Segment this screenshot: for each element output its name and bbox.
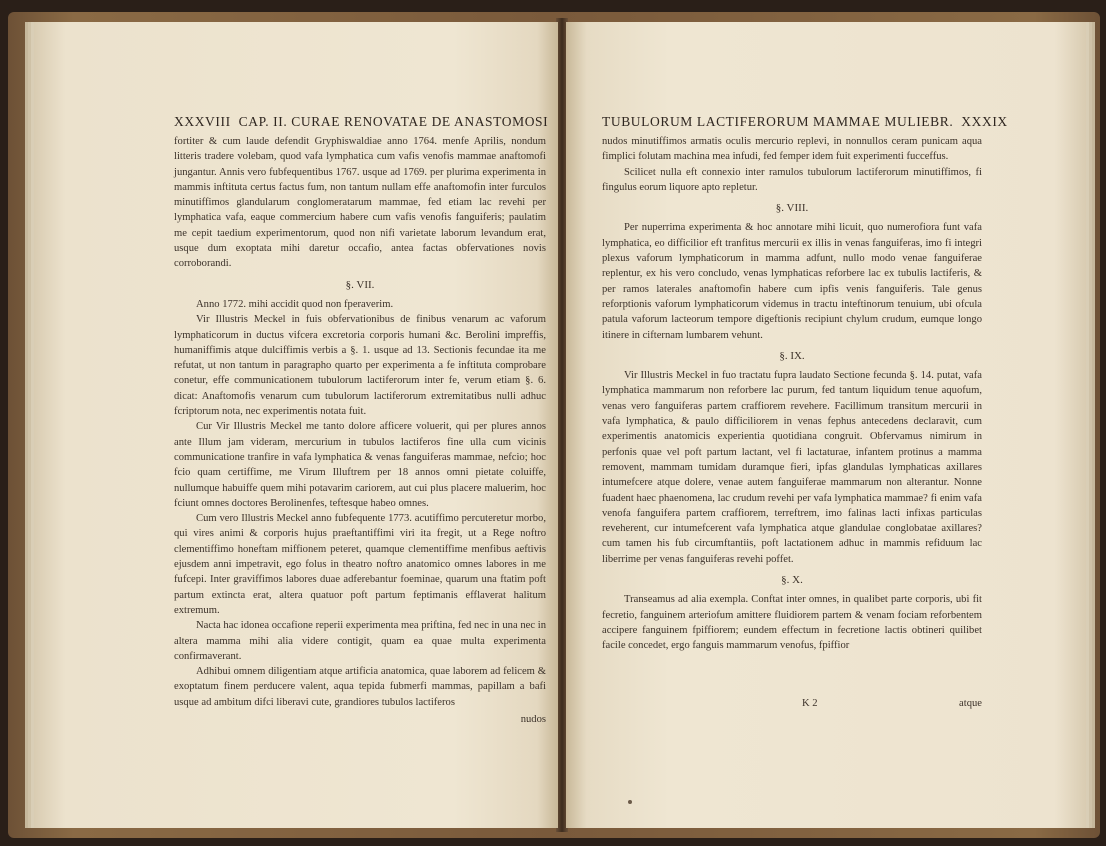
right-page-number: XXXIX [961,114,1008,129]
left-page-number: XXXVIII [174,114,231,129]
right-catchword: atque [959,698,982,709]
right-header-title: TUBULORUM LACTIFERORUM MAMMAE MULIEBR. [602,114,954,129]
right-paragraph-viii-1: Per nuperrima experimenta & hoc annotare mihi licuit, quo numerofiora funt vafa lymphatica, eo difficilior eft tranfitus mercurii ex illis in venas fanguiferas, imo fi integri plexus vaforum lymphaticorum in mamma adfunt, nullo modo venae fanguiferae replentur, ex his vero concludo, venas lymphaticas reforbere lac ex tubulis lactiferis, & per ramos laterales anaftomofin habere cum ipfis venis fanguiferis. Tale genus reforptionis vaforum lymphaticorum videmus in tractu inteftinorum tenuium, ubi ofcula patula vaforum lacteorum tempore digeftionis recipiunt chylum crudum, eumque longo itinere in cifternam lumbarem vehunt. [602,222,982,341]
right-paragraph-x-1: Transeamus ad alia exempla. Conftat inter omnes, in qualibet parte corporis, ubi fit fecretio, fanguinem arteriofum amittere fluidiorem partem & venam fociam reforbentem accipere fanguinem fpiffiorem; eundem effectum in fecretione lactis obtineri quilibet facile concedet, ergo fanguis mammarum venofus, fpiffior [602,594,982,652]
left-paragraph-vii-3: Cur Vir Illustris Meckel me tanto dolore afficere voluerit, qui per plures annos ante Illum jam videram, mercurium in tubulos lactiferos fine ulla cum vicinis communicatione tranfire in vafa lymphatica & venas fanguiferas mammae, nefcio; hoc fcio quam certiffime, me Virum Illuftrem per 18 annos omni pietate coluiffe, nullumque habuiffe quem mihi potavarim cariorem, aut cui plus placere maluerim, hoc fciunt omnes doctores Berolinenfes, teftesque habeo omnes. [174,421,546,509]
left-catchword: nudos [520,713,546,725]
left-running-header [174,114,548,130]
left-paragraph-1: fortiter & cum laude defendit Gryphiswaldiae anno 1764. menfe Aprilis, nondum litteris tradere volebam, quod vafa lymphatica cum vafis venofis mammae anaftomofi jungantur. Annis vero fubfequentibus 1767. usque ad 1769. per plurima experimenta in mammis inftituta certus factus fum, non tantum nullam effe anaftomofin inter furculos minutiffimos glandularum conglomeratarum mammae, fed etiam lac revehi per lymphatica vafa, eaque commercium habere cum vafis venofis fanguiferis; paulatim me cepit taedium experimentorum, quod non nifi varietate laborum levandum erat, usque dum exoptata mihi daretur occafio, antea factas obfervationes novis corroborandi. [174,136,546,270]
section-viii-heading: §. VIII. [775,202,809,215]
ink-spot [628,800,632,804]
left-paragraph-vii-2: Vir Illustris Meckel in fuis obfervationibus de finibus venarum ac vaforum lymphaticorum in ductus vifcera excretoria corporis humani &c. Berolini impreffis, humaniffimis atque dulciffimis verbis a §. 1. usque ad 13. Sectionis fecundae ita me refutat, ut non tantum in paragrapho quarto per experimenta a fe inftituta comprobare conetur, effe communicationem tubulorum lactiferorum inter fe, verum etiam §. 6. dicat: Anaftomofis venarum cum tubulorum lactiferorum extremitatibus nulli adhuc fcriptorum nota, nec experimentis notata fuit. [174,314,546,418]
section-x-heading: §. X. [781,574,803,587]
left-paragraph-vii-4: Cum vero Illustris Meckel anno fubfequente 1773. acutiffimo percuteretur morbo, qui vires animi & corporis hujus praeftantiffimi viri ita fregit, ut a Rege noftro clementiffimo honeftam miffionem peteret, quamque clementiffime menfibus aeftivis ejusdem anni impetravit, ego folus in theatro noftro anatomico omnes labores in me fufcepi. Inter graviffimos labores duae adferebantur foeminae, quarum una ftatim poft partum extincta erat, altera quatuor poft partum feptimanis efflaverat halitum extremum. [174,513,546,616]
right-running-header [602,114,1008,130]
section-vii-heading: §. VII. [345,278,375,291]
left-header-title: CAP. II. CURAE RENOVATAE DE ANASTOMOSI [238,114,549,129]
right-page [566,22,1086,828]
section-ix-heading: §. IX. [779,349,805,362]
left-paragraph-vii-1: Anno 1772. mihi accidit quod non fperaverim. [196,298,394,310]
left-page [34,22,558,828]
right-paragraph-1: nudos minutiffimos armatis oculis mercurio replevi, in nonnullos ceram punicam aqua fimplici folutam machina mea infudi, fed femper idem fuit experimenti fucceffus. [602,136,982,163]
left-body-text [174,134,546,727]
signature-mark: K 2 [802,698,818,709]
left-paragraph-vii-6: Adhibui omnem diligentiam atque artificia anatomica, quae laborem ad felicem & exoptatum finem perducere valent, aqua tepida fubmerfi mammas, papillam a bafi usque ad ambitum difci liberavi cute, grandiores tubulos lactiferos [174,666,546,708]
left-paragraph-vii-5: Nacta hac idonea occafione reperii experimenta mea priftina, fed nec in una nec in altera mamma mihi alia videre contigit, quam ea quae multa experimenta confirmaverant. [174,620,546,662]
right-body-text [602,134,982,654]
right-paragraph-ix-1: Vir Illustris Meckel in fuo tractatu fupra laudato Sectione fecunda §. 14. putat, vafa lymphatica mammarum non reforbere lac purum, fed tantum liquidum tenue aquofum, venas vero fanguiferas partem craffiorem revehere. Facillimum transitum mercurii in vafa lymphatica, & paulo difficiliorem in venas fephus antecedens declaravit, cum experimentis anatomicis experientia quotidiana congruit. Obfervamus nimirum in perfonis quae vel poft partum lactant, vel fi lactaturae, infantem protinus a mamma removent, mammam tumidam duramque fieri, ipfas glandulas lymphaticas axillares intumefcere atque dolere, venae autem fanguiferae mammarum non alterantur. Nonne fuadent haec phaenomena, lac crudum revehi per vafa lymphatica mammae? fi enim vafa venofa fanguifera partem craffiorem, terreftrem, imo falinas lacti infixas particulas reveherent, cur intumefcerent vafa lymphatica atque glandulae conglobatae axillares? cum tamen his fub circumftantiis, poft lactationem adhuc in mammis refiduum lac liberrime per venas fanguiferas revehi poffet. [602,370,982,565]
right-paragraph-2: Scilicet nulla eft connexio inter ramulos tubulorum lactiferorum minutiffimos, fi fingulus eorum liquore apto repletur. [602,166,982,193]
